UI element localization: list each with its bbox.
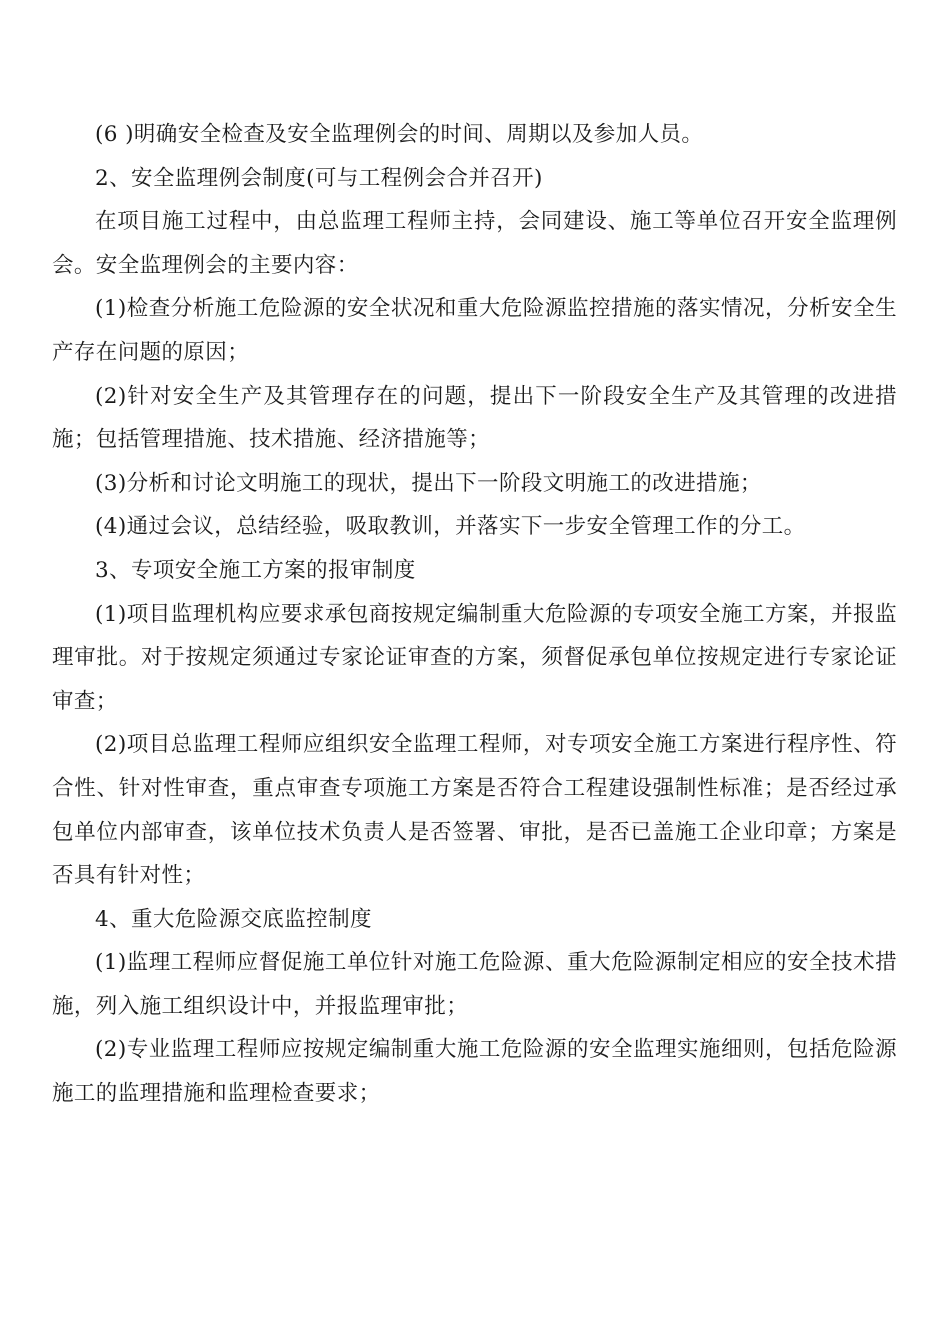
section-heading-special-plan-review: 3、专项安全施工方案的报审制度 bbox=[95, 557, 416, 583]
paragraph-meeting-item-3: (3)分析和讨论文明施工的现状，提出下一阶段文明施工的改进措施； bbox=[95, 470, 762, 496]
paragraph-item-6-schedule: (6 )明确安全检查及安全监理例会的时间、周期以及参加人员。 bbox=[95, 122, 704, 147]
paragraph-meeting-item-1: (1)检查分析施工危险源的安全状况和重大危险源监控措施的落实情况，分析安全生产存在问题的原因； bbox=[52, 296, 897, 365]
paragraph-meeting-intro: 在项目施工过程中，由总监理工程师主持，会同建设、施工等单位召开安全监理例会。安全监理例会的主要内容： bbox=[52, 209, 897, 278]
paragraph-meeting-item-4: (4)通过会议，总结经验，吸取教训，并落实下一步安全管理工作的分工。 bbox=[95, 514, 806, 540]
section-heading-hazard-monitoring: 4、重大危险源交底监控制度 bbox=[95, 906, 372, 932]
paragraph-plan-item-1: (1)项目监理机构应要求承包商按规定编制重大危险源的专项安全施工方案，并报监理审批。对于按规定须通过专家论证审查的方案，须督促承包单位按规定进行专家论证审查； bbox=[52, 601, 897, 714]
paragraph-hazard-item-2: (2)专业监理工程师应按规定编制重大施工危险源的安全监理实施细则，包括危险源施工的监理措施和监理检查要求； bbox=[52, 1037, 897, 1107]
paragraph-plan-item-2: (2)项目总监理工程师应组织安全监理工程师，对专项安全施工方案进行程序性、符合性、针对性审查，重点审查专项施工方案是否符合工程建设强制性标准；是否经过承包单位内部审查，该单位技术负责人是否签署、审批，是否已盖施工企业印章；方案是否具有针对性； bbox=[52, 732, 897, 889]
section-heading-safety-meeting: 2、安全监理例会制度(可与工程例会合并召开) bbox=[95, 165, 543, 191]
paragraph-meeting-item-2: (2)针对安全生产及其管理存在的问题，提出下一阶段安全生产及其管理的改进措施；包括管理措施、技术措施、经济措施等； bbox=[52, 383, 897, 453]
document-body bbox=[52, 113, 897, 1116]
paragraph-hazard-item-1: (1)监理工程师应督促施工单位针对施工危险源、重大危险源制定相应的安全技术措施，列入施工组织设计中，并报监理审批； bbox=[52, 950, 897, 1019]
